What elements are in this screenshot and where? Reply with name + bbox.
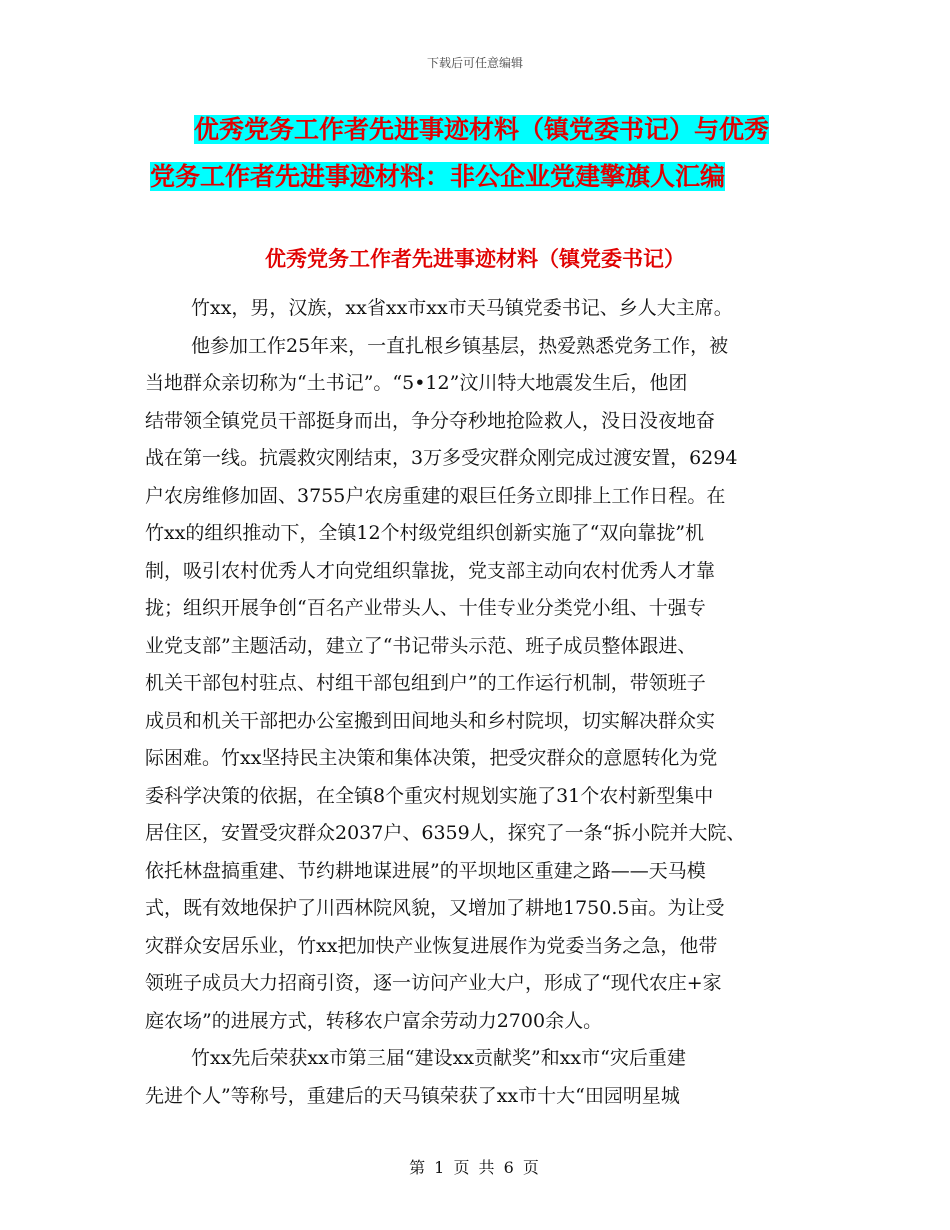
text-line: 当地群众亲切称为“土书记”。“5•12”汶川特大地震发生后，他团 [145,372,688,394]
text-line: 机关干部包村驻点、村组干部包组到户”的工作运行机制，带领班子 [145,672,706,694]
body-text [145,290,817,1115]
text-line: 依托林盘搞重建、节约耕地谋进展”的平坝地区重建之路——天马模 [145,859,706,882]
text-line: 居住区，安置受灾群众2037户、6359人，探究了一条“拆小院并大院、 [145,822,746,844]
text-line: 式，既有效地保护了川西林院风貌，又增加了耕地1750.5亩。为让受 [145,897,725,919]
text-line: 他参加工作25年来，一直扎根乡镇基层，热爱熟悉党务工作，被 [191,334,729,357]
header-note: 下载后可任意编辑 [426,56,523,70]
text-line: 业党支部”主题活动，建立了“书记带头示范、班子成员整体跟进、 [145,634,697,657]
text-line: 制，吸引农村优秀人才向党组织靠拢，党支部主动向农村优秀人才靠 [145,559,716,582]
text-line: 竹xx的组织推动下，全镇12个村级党组织创新实施了“双向靠拢”机 [145,522,705,544]
text-line: 领班子成员大力招商引资，逐一访问产业大户，形成了“现代农庄+家 [145,972,722,994]
document-title-line-1: 优秀党务工作者先进事迹材料（镇党委书记）与优秀 [194,115,770,144]
text-line: 委科学决策的依据，在全镇8个重灾村规划实施了31个农村新型集中 [145,784,714,807]
text-line: 庭农场”的进展方式，转移农户富余劳动力2700余人。 [145,1009,603,1032]
text-line: 竹xx先后荣获xx市第三届“建设xx贡献奖”和xx市“灾后重建 [191,1047,686,1069]
text-line: 竹xx，男，汉族，xx省xx市xx市天马镇党委书记、乡人大主席。 [191,297,733,319]
text-line: 成员和机关干部把办公室搬到田间地头和乡村院坝，切实解决群众实 [145,709,716,732]
text-line: 先进个人”等称号，重建后的天马镇荣获了xx市十大“田园明星城 [145,1084,680,1107]
page-number: 第 1 页 共 6 页 [409,1158,541,1177]
text-line: 际困难。竹xx坚持民主决策和集体决策，把受灾群众的意愿转化为党 [145,747,718,769]
text-line: 拢；组织开展争创“百名产业带头人、十佳专业分类党小组、十强专 [145,597,706,619]
text-line: 结带领全镇党员干部挺身而出，争分夺秒地抢险救人，没日没夜地奋 [145,409,716,432]
text-line: 灾群众安居乐业，竹xx把加快产业恢复进展作为党委当务之急，他带 [145,934,718,957]
text-line: 户农房维修加固、3755户农房重建的艰巨任务立即排上工作日程。在 [145,484,726,507]
document-title [150,106,830,200]
section-title: 优秀党务工作者先进事迹材料（镇党委书记） [265,246,685,271]
document-title-line-2: 党务工作者先进事迹材料：非公企业党建擎旗人汇编 [150,162,726,191]
text-line: 战在第一线。抗震救灾刚结束，3万多受灾群众刚完成过渡安置，6294 [145,447,738,469]
